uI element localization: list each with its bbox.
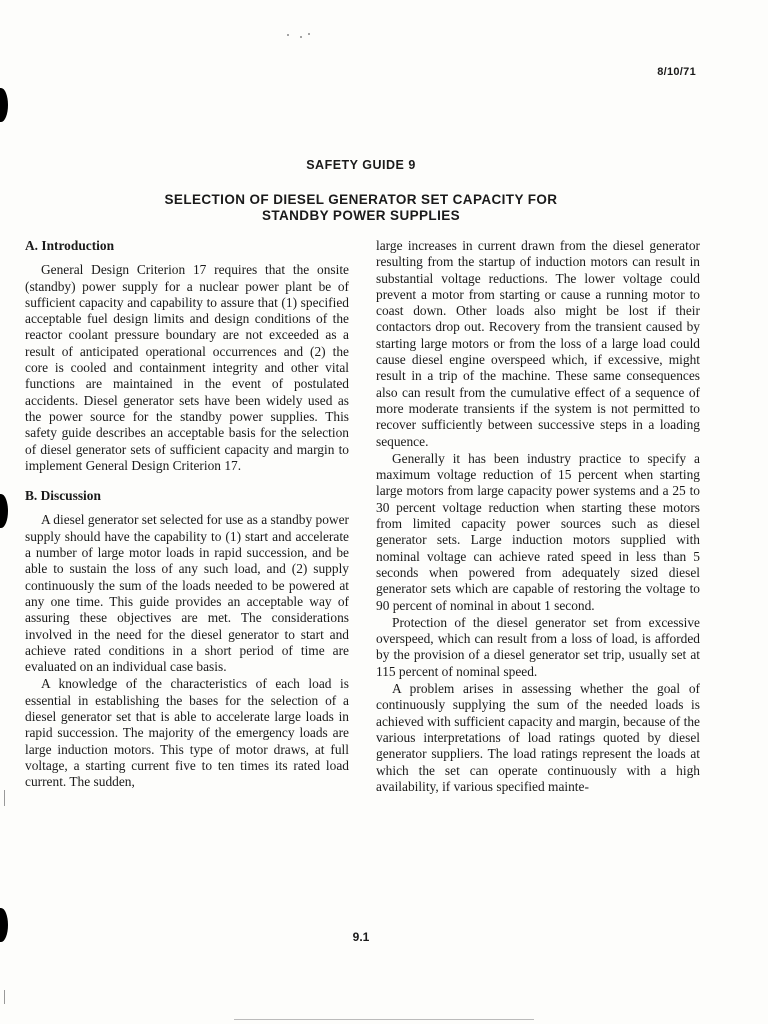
binder-hole-mark-middle xyxy=(0,494,8,528)
right-column xyxy=(376,238,700,796)
document-date: 8/10/71 xyxy=(657,66,696,78)
bottom-rule xyxy=(234,1019,534,1020)
introduction-heading: A. Introduction xyxy=(25,238,115,253)
scan-speck xyxy=(300,36,302,38)
introduction-paragraph: General Design Criterion 17 requires that the onsite (standby) power supply for a nuclear power plant be of sufficient capacity and capability to assure that (1) specified acceptable fuel design limits and design conditions of the reactor coolant pressure boundary are not exceeded as a result of anticipated operational occurrences and (2) the core is cooled and containment integrity and other vital functions are maintained in the event of postulated accidents. Diesel generator sets have been widely used as the power source for the standby power supplies. This safety guide describes an acceptable basis for the selection of diesel generator sets of sufficient capacity and margin to implement General Design Criterion 17. xyxy=(25,262,349,473)
discussion-paragraph-2: A knowledge of the characteristics of each load is essential in establishing the bases for the selection of a diesel generator set that is able to accelerate large loads in rapid succession. The majority of the emergency loads are large induction motors. This type of motor draws, at full voltage, a starting current five to ten times its rated load current. The sudden, xyxy=(25,676,349,790)
page-number: 9.1 xyxy=(352,930,370,944)
left-column xyxy=(25,238,349,792)
title-line-2: STANDBY POWER SUPPLIES xyxy=(261,208,461,223)
document-title xyxy=(0,192,722,224)
guide-number: SAFETY GUIDE 9 xyxy=(306,158,416,172)
margin-tick xyxy=(4,990,5,1004)
discussion-paragraph-4: Protection of the diesel generator set from excessive overspeed, which can result from a loss of load, is afforded by the provision of a diesel generator set trip, usually set at 115 percent of nominal speed. xyxy=(376,614,700,679)
discussion-paragraph-3: Generally it has been industry practice to specify a maximum voltage reduction of 15 percent when starting large motors from large capacity power systems and a 25 to 30 percent voltage reduction when starting these motors from limited capacity power sources such as diesel generator sets. Large induction motors supplied with nominal voltage can achieve rated speed in less than 5 seconds when powered from adequately sized diesel generator sets which are capable of restoring the voltage to 90 percent of nominal in about 1 second. xyxy=(376,450,700,613)
discussion-paragraph-2-continued: large increases in current drawn from the diesel generator resulting from the startup of induction motors can result in substantial voltage reductions. The lower voltage could prevent a motor from starting or cause a running motor to coast down. Other loads also might be lost if their contactors drop out. Recovery from the transient caused by starting large motors or from the loss of a large load could cause diesel engine overspeed which, if excessive, might result in a trip of the machine. These same consequences also can result from the cumulative effect of a sequence of more moderate transients if the system is not permitted to recover sufficiently between successive steps in a loading sequence. xyxy=(376,238,700,449)
discussion-heading: B. Discussion xyxy=(25,488,101,504)
discussion-paragraph-1: A diesel generator set selected for use as a standby power supply should have the capability to (1) start and accelerate a number of large motor loads in rapid succession, and be able to sustain the loss of any such load, and (2) supply continuously the sum of the loads needed to be powered at any one time. This guide provides an acceptable way of assuring these objectives are met. The considerations involved in the need for the diesel generator to start and achieve rated conditions in a short period of time are evaluated on an individual case basis. xyxy=(25,512,349,675)
scan-speck xyxy=(308,33,310,35)
title-line-1: SELECTION OF DIESEL GENERATOR SET CAPACITY FOR xyxy=(164,192,558,207)
discussion-paragraph-5: A problem arises in assessing whether the goal of continuously supplying the sum of the needed loads is achieved with sufficient capacity and margin, because of the various interpretations of load ratings quoted by diesel generator suppliers. The load ratings represent the loads at which the set can operate continuously with a high availability, if various specified mainte- xyxy=(376,681,700,794)
binder-hole-mark-top xyxy=(0,88,8,122)
margin-tick xyxy=(4,790,5,806)
scan-speck xyxy=(287,34,289,36)
